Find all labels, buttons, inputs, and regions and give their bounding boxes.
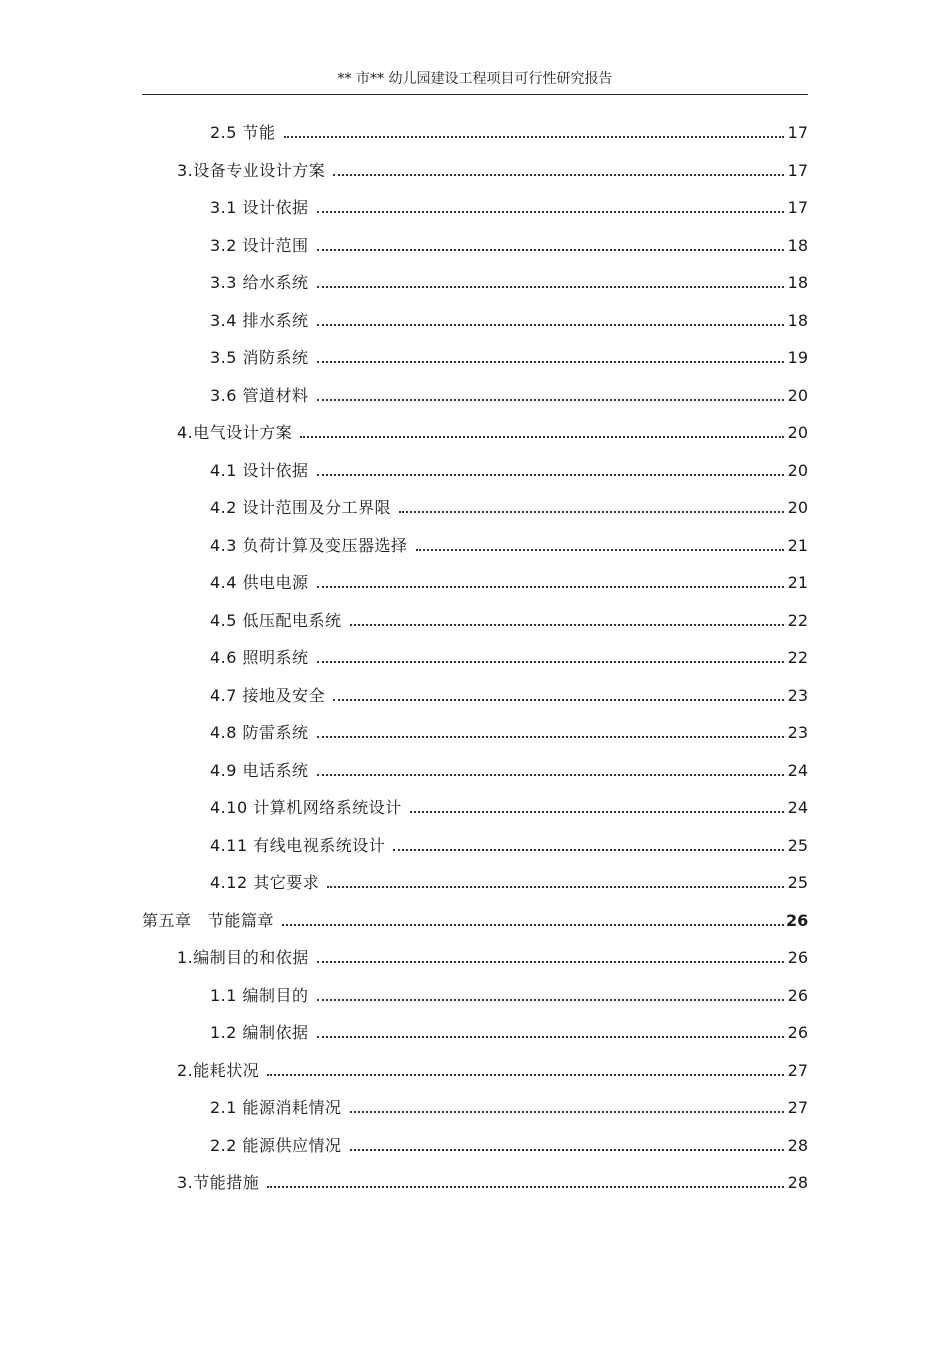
toc-page-number: 26 [787, 1023, 808, 1042]
toc-dot-leader [317, 285, 784, 288]
toc-entry-title: 4.12 其它要求 [210, 873, 320, 892]
toc-entry[interactable] [210, 718, 808, 748]
toc-page-number: 28 [787, 1173, 808, 1192]
page-header [142, 66, 808, 95]
toc-entry-title: 4.3 负荷计算及变压器选择 [210, 535, 408, 555]
toc-entry-title: 4.2 设计范围及分工界限 [210, 498, 392, 517]
toc-page-number: 26 [787, 985, 808, 1005]
toc-dot-leader [317, 360, 784, 363]
toc-page-number: 17 [787, 123, 808, 142]
toc-entry-title: 1.2 编制依据 [210, 1023, 309, 1042]
toc-entry-title: 4.6 照明系统 [210, 648, 309, 667]
toc-page-number: 25 [787, 835, 808, 855]
toc-entry-title: 3.2 设计范围 [210, 235, 309, 255]
toc-dot-leader [317, 323, 784, 326]
toc-dot-leader [317, 773, 784, 776]
toc-dot-leader [350, 1110, 784, 1113]
document-title: ** 市** 幼儿园建设工程项目可行性研究报告 [337, 71, 613, 87]
toc-entry[interactable] [210, 643, 808, 673]
toc-dot-leader [393, 848, 784, 851]
toc-entry[interactable] [210, 231, 808, 261]
toc-dot-leader [350, 623, 784, 626]
toc-entry[interactable] [177, 1168, 808, 1198]
toc-entry[interactable] [210, 118, 808, 148]
toc-dot-leader [333, 173, 784, 176]
toc-entry[interactable] [210, 793, 808, 823]
toc-page-number: 23 [787, 723, 808, 742]
toc-entry[interactable] [177, 156, 808, 186]
toc-dot-leader [317, 398, 784, 401]
toc-entry[interactable] [210, 1093, 808, 1123]
toc-dot-leader [327, 885, 784, 888]
toc-page-number: 17 [787, 160, 808, 180]
toc-page-number: 20 [787, 498, 808, 517]
toc-page-number: 18 [787, 235, 808, 255]
toc-entry-title: 1.编制目的和依据 [177, 948, 309, 967]
toc-entry-title: 3.5 消防系统 [210, 348, 309, 367]
toc-page-number: 22 [787, 648, 808, 667]
toc-page-number: 27 [787, 1098, 808, 1117]
toc-entry[interactable] [210, 343, 808, 373]
toc-entry-title: 4.8 防雷系统 [210, 723, 309, 742]
toc-entry-title: 2.2 能源供应情况 [210, 1135, 342, 1155]
toc-entry[interactable] [142, 906, 808, 936]
toc-page-number: 17 [787, 198, 808, 217]
toc-dot-leader [350, 1148, 784, 1151]
toc-entry-title: 2.5 节能 [210, 123, 276, 142]
toc-page-number: 21 [787, 573, 808, 592]
toc-entry-title: 3.3 给水系统 [210, 273, 309, 292]
toc-dot-leader [317, 998, 784, 1001]
toc-entry[interactable] [210, 193, 808, 223]
toc-entry-title: 4.9 电话系统 [210, 760, 309, 780]
toc-page-number: 26 [786, 910, 809, 930]
toc-page-number: 24 [787, 798, 808, 817]
toc-dot-leader [317, 210, 784, 213]
toc-entry[interactable] [177, 943, 808, 973]
toc-page-number: 28 [787, 1135, 808, 1155]
toc-dot-leader [333, 698, 784, 701]
toc-page-number: 21 [787, 535, 808, 555]
toc-entry[interactable] [210, 568, 808, 598]
toc-entry[interactable] [210, 756, 808, 786]
toc-dot-leader [410, 810, 784, 813]
toc-entry-title: 3.节能措施 [177, 1173, 260, 1192]
toc-page-number: 19 [787, 348, 808, 367]
toc-entry-title: 4.5 低压配电系统 [210, 610, 342, 630]
toc-entry[interactable] [210, 606, 808, 636]
toc-entry-title: 2.1 能源消耗情况 [210, 1098, 342, 1117]
toc-entry-title: 4.4 供电电源 [210, 573, 309, 592]
toc-page-number: 20 [787, 423, 808, 442]
toc-entry-title: 3.6 管道材料 [210, 385, 309, 405]
toc-entry-title: 2.能耗状况 [177, 1060, 260, 1080]
toc-entry[interactable] [210, 306, 808, 336]
toc-dot-leader [300, 435, 784, 438]
toc-dot-leader [317, 735, 784, 738]
toc-entry-title: 4.10 计算机网络系统设计 [210, 798, 402, 817]
toc-page-number: 18 [787, 273, 808, 292]
toc-dot-leader [317, 660, 784, 663]
toc-entry[interactable] [210, 493, 808, 523]
toc-entry-title: 第五章 节能篇章 [142, 910, 275, 930]
toc-page-number: 22 [787, 610, 808, 630]
toc-page-number: 23 [787, 685, 808, 705]
toc-dot-leader [267, 1073, 784, 1076]
toc-dot-leader [267, 1185, 784, 1188]
toc-dot-leader [317, 585, 784, 588]
toc-entry[interactable] [177, 1056, 808, 1086]
toc-page-number: 20 [787, 385, 808, 405]
toc-entry[interactable] [210, 531, 808, 561]
toc-entry-title: 1.1 编制目的 [210, 985, 309, 1005]
toc-entry[interactable] [210, 868, 808, 898]
toc-entry[interactable] [210, 381, 808, 411]
toc-entry-title: 4.电气设计方案 [177, 423, 293, 442]
toc-entry-title: 3.4 排水系统 [210, 310, 309, 330]
toc-dot-leader [317, 1035, 784, 1038]
toc-entry[interactable] [177, 418, 808, 448]
toc-dot-leader [284, 135, 784, 138]
toc-dot-leader [317, 248, 784, 251]
toc-page-number: 20 [787, 460, 808, 480]
toc-entry-title: 3.设备专业设计方案 [177, 160, 326, 180]
toc-entry-title: 4.1 设计依据 [210, 460, 309, 480]
toc-dot-leader [399, 510, 784, 513]
toc-entry[interactable] [210, 1018, 808, 1048]
toc-entry[interactable] [210, 268, 808, 298]
toc-page-number: 26 [787, 948, 808, 967]
toc-dot-leader [416, 548, 784, 551]
toc-entry[interactable] [210, 981, 808, 1011]
toc-dot-leader [317, 960, 784, 963]
toc-page-number: 25 [787, 873, 808, 892]
toc-dot-leader [282, 923, 784, 926]
toc-page-number: 24 [787, 760, 808, 780]
toc-entry[interactable] [210, 681, 808, 711]
toc-page-number: 18 [787, 310, 808, 330]
toc-page-number: 27 [787, 1060, 808, 1080]
toc-entry[interactable] [210, 456, 808, 486]
toc-entry-title: 4.7 接地及安全 [210, 685, 326, 705]
toc-entry[interactable] [210, 1131, 808, 1161]
toc-entry[interactable] [210, 831, 808, 861]
toc-dot-leader [317, 473, 784, 476]
toc-entry-title: 3.1 设计依据 [210, 198, 309, 217]
toc-entry-title: 4.11 有线电视系统设计 [210, 835, 386, 855]
